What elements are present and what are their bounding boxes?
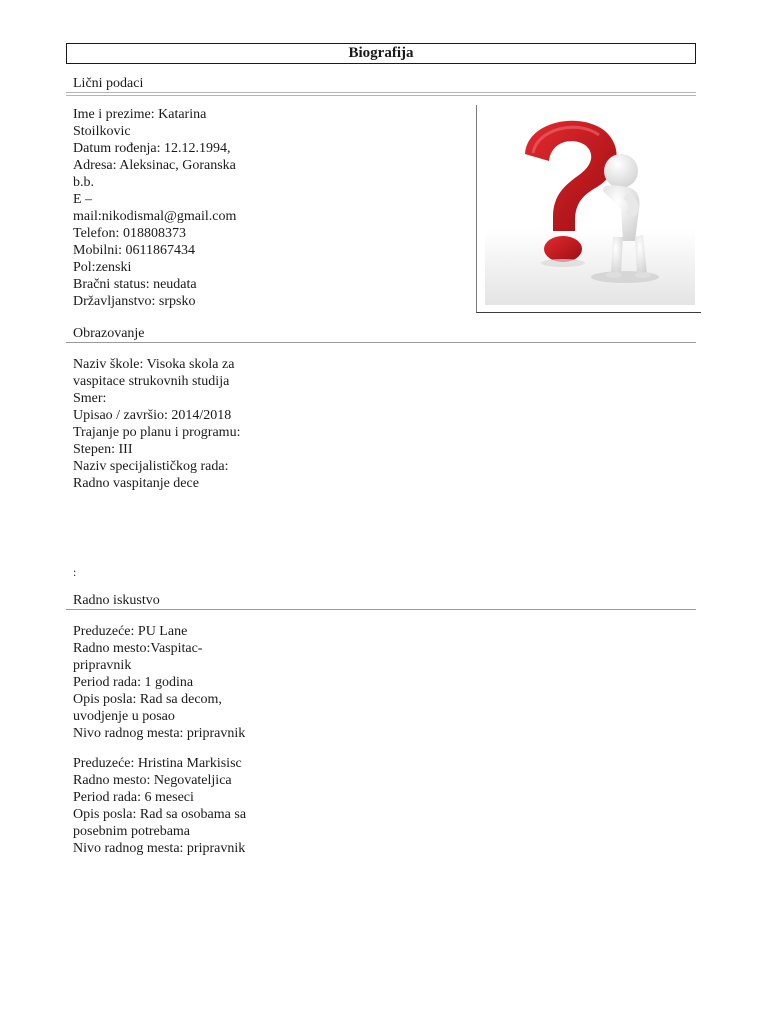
education-line: Stepen: III bbox=[73, 442, 133, 457]
job-line: Period rada: 1 godina bbox=[73, 675, 194, 690]
profile-photo bbox=[476, 105, 701, 313]
personal-line: E – bbox=[73, 192, 93, 207]
personal-details bbox=[73, 106, 236, 310]
job-line: Preduzeće: Hristina Markisisc bbox=[73, 756, 242, 771]
education-line: Naziv specijalističkog rada: bbox=[73, 459, 229, 474]
job-line: Period rada: 6 meseci bbox=[73, 790, 194, 805]
section-heading-personal: Lični podaci bbox=[73, 76, 144, 91]
job-line: Nivo radnog mesta: pripravnik bbox=[73, 841, 246, 856]
personal-line: Adresa: Aleksinac, Goranska bbox=[73, 158, 236, 173]
personal-line: Datum rođenja: 12.12.1994, bbox=[73, 141, 231, 156]
education-line: Upisao / završio: 2014/2018 bbox=[73, 408, 232, 423]
personal-line: Telefon: 018808373 bbox=[73, 226, 186, 241]
stray-colon: : bbox=[73, 565, 77, 579]
section-divider bbox=[66, 92, 696, 96]
job-line: Opis posla: Rad sa decom, bbox=[73, 692, 222, 707]
section-heading-education: Obrazovanje bbox=[73, 326, 145, 341]
education-line: Smer: bbox=[73, 391, 107, 406]
education-line: Naziv škole: Visoka skola za bbox=[73, 357, 235, 372]
job-line: Nivo radnog mesta: pripravnik bbox=[73, 726, 246, 741]
section-divider bbox=[66, 609, 696, 610]
personal-line: Bračni status: neudata bbox=[73, 277, 197, 292]
personal-line: Državljanstvo: srpsko bbox=[73, 294, 196, 309]
education-line: Trajanje po planu i programu: bbox=[73, 425, 241, 440]
personal-line: Ime i prezime: Katarina bbox=[73, 107, 207, 122]
job-line: Radno mesto:Vaspitac- bbox=[73, 641, 203, 656]
document-title: Biografija bbox=[66, 43, 696, 64]
job-line: uvodjenje u posao bbox=[73, 709, 175, 724]
question-mark-figure-icon bbox=[485, 109, 695, 305]
job-line: pripravnik bbox=[73, 658, 132, 673]
personal-line: b.b. bbox=[73, 175, 94, 190]
section-heading-experience: Radno iskustvo bbox=[73, 593, 160, 608]
education-line: vaspitace strukovnih studija bbox=[73, 374, 230, 389]
personal-line: Mobilni: 0611867434 bbox=[73, 243, 195, 258]
job-line: Opis posla: Rad sa osobama sa bbox=[73, 807, 247, 822]
job-entry bbox=[73, 623, 245, 742]
education-details bbox=[73, 356, 240, 492]
personal-line: Pol:zenski bbox=[73, 260, 132, 275]
job-entry bbox=[73, 755, 246, 857]
job-line: posebnim potrebama bbox=[73, 824, 191, 839]
education-line: Radno vaspitanje dece bbox=[73, 476, 199, 491]
job-line: Preduzeće: PU Lane bbox=[73, 624, 188, 639]
job-line: Radno mesto: Negovateljica bbox=[73, 773, 232, 788]
personal-line: Stoilkovic bbox=[73, 124, 131, 139]
section-divider bbox=[66, 342, 696, 343]
personal-line: mail:nikodismal@gmail.com bbox=[73, 209, 237, 224]
